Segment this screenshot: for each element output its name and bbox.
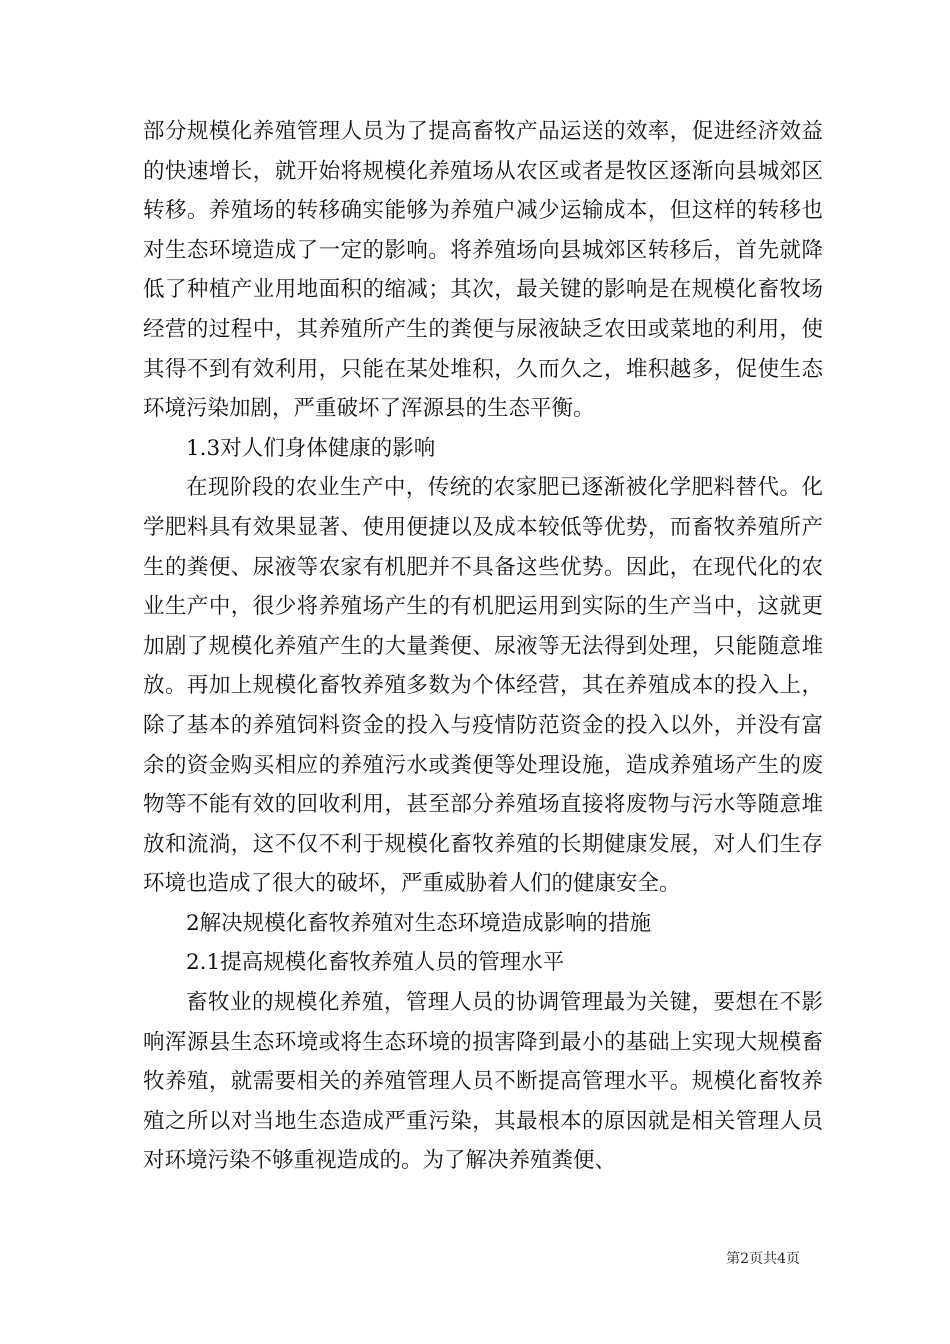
section-heading-2-1: 2.1提高规模化畜牧养殖人员的管理水平 — [186, 950, 565, 976]
body-text — [143, 112, 823, 1181]
section-heading-1-3: 1.3对人们身体健康的影响 — [186, 435, 436, 461]
paragraph-1: 部分规模化养殖管理人员为了提高畜牧产品运送的效率，促进经济效益的快速增长，就开始将规模化养殖场从农区或者是牧区逐渐向县城郊区转移。养殖场的转移确实能够为养殖户减少运输成本，但这样的转移也对生态环境造成了一定的影响。将养殖场向县城郊区转移后，首先就降低了种植产业用地面积的缩减；其次，最关键的影响是在规模化畜牧场经营的过程中，其养殖所产生的粪便与尿液缺乏农田或菜地的利用，使其得不到有效利用，只能在某处堆积，久而久之，堆积越多，促使生态环境污染加剧，严重破坏了浑源县的生态平衡。 — [143, 119, 823, 422]
page-number: 第2页共4页 — [726, 1251, 800, 1267]
section-heading-2: 2解决规模化畜牧养殖对生态环境造成影响的措施 — [186, 910, 652, 936]
paragraph-3: 畜牧业的规模化养殖，管理人员的协调管理最为关键，要想在不影响浑源县生态环境或将生态环境的损害降到最小的基础上实现大规模畜牧养殖，就需要相关的养殖管理人员不断提高管理水平。规模化畜牧养殖之所以对当地生态造成严重污染，其最根本的原因就是相关管理人员对环境污染不够重视造成的。为了解决养殖粪便、 — [143, 990, 823, 1174]
paragraph-2: 在现阶段的农业生产中，传统的农家肥已逐渐被化学肥料替代。化学肥料具有效果显著、使用便捷以及成本较低等优势，而畜牧养殖所产生的粪便、尿液等农家有机肥并不具备这些优势。因此，在现代化的农业生产中，很少将养殖场产生的有机肥运用到实际的生产当中，这就更加剧了规模化养殖产生的大量粪便、尿液等无法得到处理，只能随意堆放。再加上规模化畜牧养殖多数为个体经营，其在养殖成本的投入上，除了基本的养殖饲料资金的投入与疫情防范资金的投入以外，并没有富余的资金购买相应的养殖污水或粪便等处理设施，造成养殖场产生的废物等不能有效的回收利用，甚至部分养殖场直接将废物与污水等随意堆放和流淌，这不仅不利于规模化畜牧养殖的长期健康发展，对人们生存环境也造成了很大的破坏，严重威胁着人们的健康安全。 — [143, 475, 823, 897]
